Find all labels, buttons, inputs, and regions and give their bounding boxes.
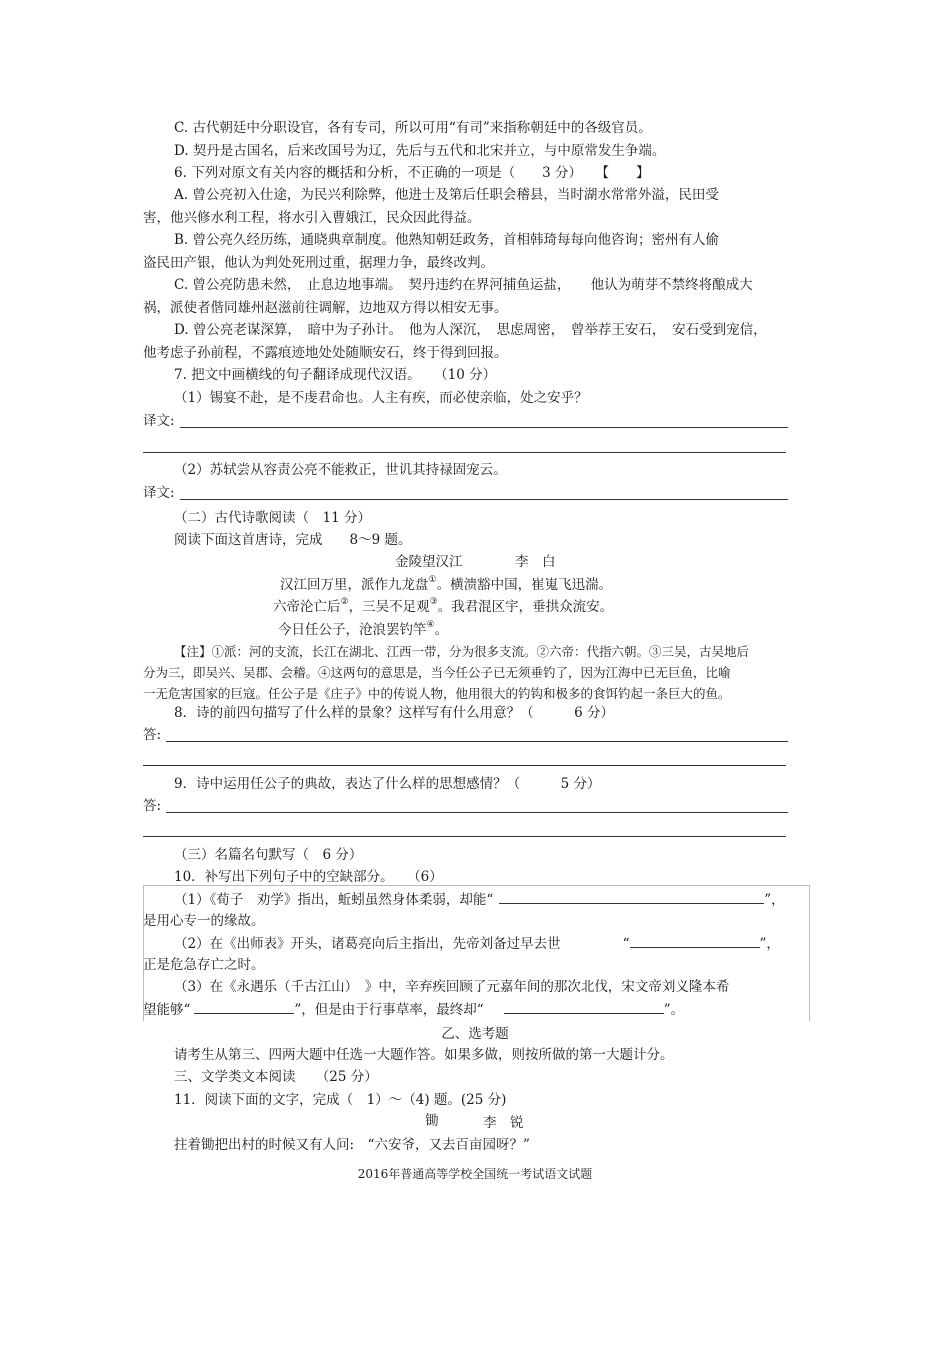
poem-note-1: 【注】①派：河的支流，长江在湖北、江西一带，分为很多支流。②六帝：代指六朝。③三吴，古吴地后: [174, 644, 750, 659]
option-6b-line1: B. 曾公亮久经历练，通晓典章制度。他熟知朝廷政务，首相韩琦每每向他咨询；密州有人偷: [174, 232, 720, 248]
translation-label-2: 译文:: [143, 485, 175, 501]
question-11-stem: 11．阅读下面的文字，完成（ 1）～（4) 题。(25 分): [174, 1092, 507, 1108]
question-7-sentence1: （1）锡宴不赴，是不虔君命也。人主有疾，而必使亲临，处之安乎？: [174, 390, 588, 406]
question-10-stem: 10．补写出下列句子中的空缺部分。 （6）: [174, 869, 443, 885]
q10-item3-line1: （3）在《永遇乐（千古江山） 》中，辛弃疾回顾了元嘉年间的那次北伐，宋文帝刘义隆本希: [174, 979, 730, 995]
option-6c-line1: C. 曾公亮防患未然， 止息边地事端。 契丹违约在界河捕鱼运盐， 他认为萌芽不禁终将酿成大: [174, 277, 753, 293]
q10-text: （1）《荀子 劝学》指出，蚯蚓虽然身体柔弱，却能“: [174, 892, 494, 908]
story-title: 锄: [425, 1113, 439, 1129]
poem-title: 金陵望汉江: [395, 554, 463, 570]
question-7-sentence2: （2）苏轼尝从容责公亮不能救正，世讥其持禄固宠云。: [174, 462, 507, 478]
fill-blank[interactable]: [499, 889, 764, 904]
note-marker: ④: [426, 620, 435, 630]
q10-text: “: [622, 936, 630, 952]
q10-text: （2）在《出师表》开头，诸葛亮向后主指出，先帝刘备过早去世: [174, 936, 561, 952]
q10-text: 望能够“: [143, 1002, 191, 1018]
answer-line[interactable]: [166, 741, 788, 742]
option-6d-line2: 他考虑子孙前程，不露痕迹地处处随顺安石，终于得到回报。: [143, 345, 508, 361]
option-6a-line2: 害，他兴修水利工程，将水引入曹娥江，民众因此得益。: [143, 210, 481, 226]
poem-text: 。我君混区宇，垂拱众流安。: [437, 599, 614, 615]
fill-blank[interactable]: [194, 999, 294, 1014]
poem-line-3: [278, 620, 448, 642]
poetry-instruction: 阅读下面这首唐诗，完成 8～9 题。: [174, 532, 412, 548]
poem-text: 今日任公子，沧浪罢钓竿: [278, 622, 427, 638]
answer-line[interactable]: [143, 836, 786, 837]
question-6-stem: 6. 下列对原文有关内容的概括和分析，不正确的一项是（ 3 分） 【 】: [174, 165, 650, 181]
answer-line[interactable]: [143, 452, 786, 453]
question-9-stem: 9．诗中运用任公子的典故，表达了什么样的思想感情？（ 5 分）: [174, 776, 601, 792]
question-8-stem: 8．诗的前四句描写了什么样的景象？这样写有什么用意？（ 6 分）: [174, 705, 614, 721]
answer-line[interactable]: [166, 812, 788, 813]
note-marker: ①: [428, 575, 437, 585]
q10-text: ”，但是由于行事草率，最终却“: [294, 1002, 484, 1018]
option-6a-line1: A. 曾公亮初入仕途，为民兴利除弊，他进士及第后任职会稽县，当时湖水常常外溢，民田受: [174, 187, 719, 203]
page-footer: 2016年普通高等学校全国统一考试语文试题: [357, 1167, 593, 1181]
story-first-line: 拄着锄把出村的时候又有人问: “六安爷，又去百亩园呀？”: [174, 1137, 530, 1153]
answer-label-8: 答:: [143, 727, 162, 743]
answer-line[interactable]: [180, 427, 788, 428]
note-marker: ②: [340, 597, 349, 607]
option-5c: C. 古代朝廷中分职设官，各有专司，所以可用“有司”来指称朝廷中的各级官员。: [174, 120, 652, 136]
q10-text: ”。: [663, 1002, 685, 1018]
fill-blank[interactable]: [504, 999, 664, 1014]
question-7-stem: 7. 把文中画横线的句子翻译成现代汉语。 （10 分）: [174, 367, 497, 383]
literature-section-heading: 三、文学类文本阅读 （25 分）: [174, 1069, 378, 1085]
poem-author: 李 白: [515, 554, 556, 570]
poem-text: ，三吴不足观: [348, 599, 430, 615]
elective-heading: 乙、选考题: [441, 1026, 509, 1042]
q10-item3-line2: [143, 999, 684, 1020]
q10-text: ”，: [759, 936, 780, 952]
poem-text: 。横溃豁中国，崔嵬飞迅湍。: [436, 577, 613, 593]
note-marker: ③: [429, 597, 438, 607]
q10-item1-line1: [174, 889, 785, 910]
poem-text: 。: [434, 622, 449, 638]
option-6d-line1: D. 曾公亮老谋深算， 暗中为子孙计。 他为人深沉， 思虑周密， 曾举荐王安石， 安石受到宠信，: [174, 322, 767, 338]
answer-line[interactable]: [180, 499, 788, 500]
poem-line-2: [273, 597, 613, 619]
q10-item2-line2: 正是危急存亡之时。: [143, 957, 265, 973]
elective-instructions: 请考生从第三、四两大题中任选一大题作答。如果多做，则按所做的第一大题计分。: [174, 1047, 674, 1063]
poem-line-1: [280, 575, 612, 597]
option-5d: D. 契丹是古国名，后来改国号为辽，先后与五代和北宋并立，与中原常发生争端。: [174, 143, 666, 159]
answer-line[interactable]: [143, 765, 786, 766]
q10-item1-line2: 是用心专一的缘故。: [143, 913, 265, 929]
answer-label-9: 答:: [143, 798, 162, 814]
translation-label-1: 译文:: [143, 413, 175, 429]
recitation-section-heading: （三）名篇名句默写（ 6 分）: [174, 847, 363, 863]
story-author: 李 锐: [483, 1115, 524, 1131]
poem-text: 六帝沦亡后: [273, 599, 341, 615]
fill-blank[interactable]: [630, 933, 760, 948]
q10-item2-line1: [174, 933, 780, 954]
option-6b-line2: 盗民田产银，他认为判处死刑过重，据理力争，最终改判。: [143, 255, 494, 271]
poem-text: 汉江回万里，派作九龙盘: [280, 577, 429, 593]
poem-note-3: 一无危害国家的巨寇。任公子是《庄子》中的传说人物，他用很大的钓钩和极多的食饵钓起一条巨大的鱼。: [143, 686, 731, 701]
poem-note-2: 分为三，即吴兴、吴郡、会稽。④这两句的意思是，当今任公子已无须垂钓了，因为江海中已无巨鱼，比喻: [143, 665, 731, 680]
q10-text: ”，: [764, 892, 785, 908]
option-6c-line2: 祸，派使者偕同雄州赵滋前往调解，边地双方得以相安无事。: [143, 300, 508, 316]
poetry-section-heading: （二）古代诗歌阅读（ 11 分）: [174, 510, 371, 526]
